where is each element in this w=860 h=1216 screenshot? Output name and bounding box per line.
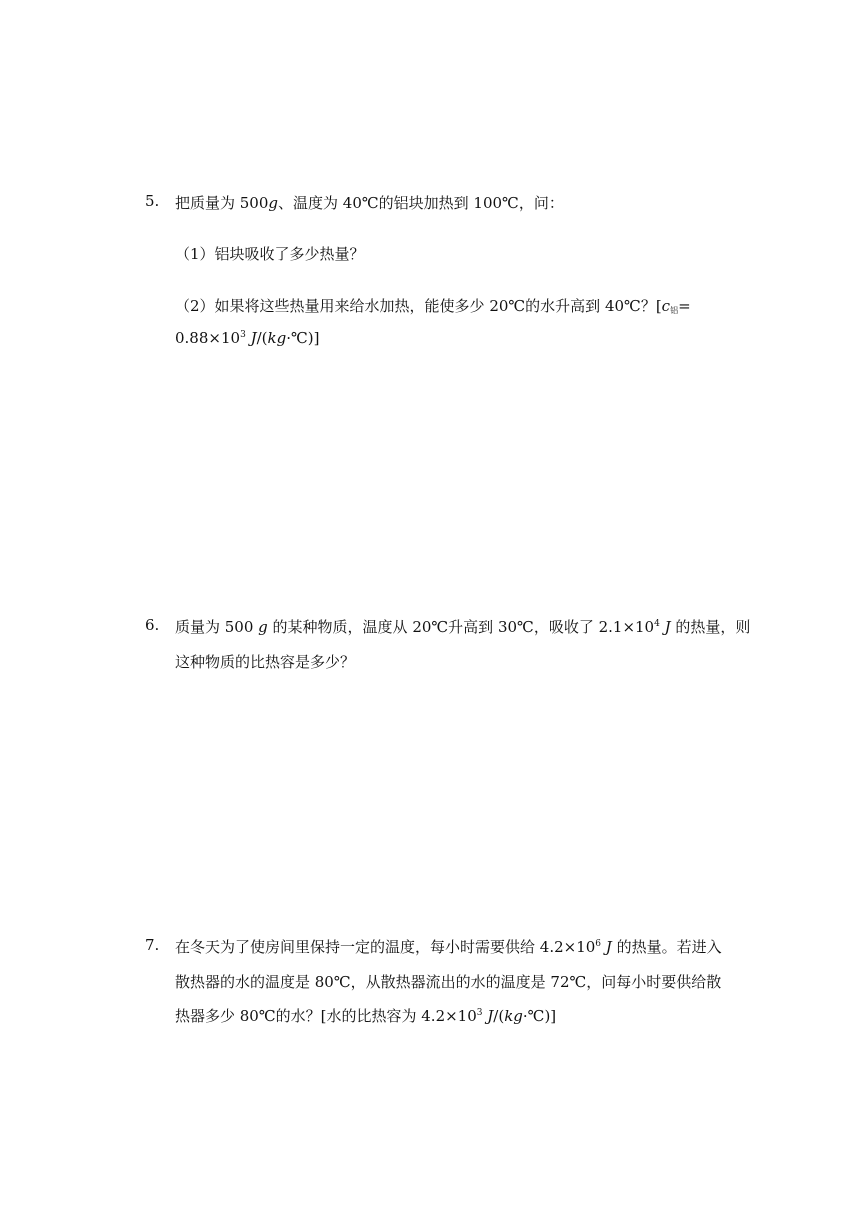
- sub-question-1: （1）铝块吸收了多少热量？: [175, 245, 365, 263]
- question-number: 5.: [145, 192, 160, 210]
- sub-question-2-continued: $0.88\times 10^3$ J/(kg·℃)]: [175, 329, 320, 347]
- question-line-1: 在冬天为了使房间里保持一定的温度，每小时需要供给 $4.2\times 10^6$ J 的热量。若进入: [175, 938, 722, 956]
- question-number: 7.: [145, 936, 160, 954]
- sub-question-2: （2）如果将这些热量用来给水加热，能使多少 20℃的水升高到 40℃？[$c_铝=$: [175, 297, 691, 315]
- question-stem: 把质量为 500g、温度为 40℃的铝块加热到 100℃，问：: [175, 194, 564, 212]
- question-number: 6.: [145, 616, 160, 634]
- question-line-2: 散热器的水的温度是 80℃，从散热器流出的水的温度是 72℃，问每小时要供给散: [175, 973, 722, 991]
- question-line-1: 质量为 500 g 的某种物质，温度从 20℃升高到 30℃，吸收了 $2.1\times 10^4$ J 的热量，则: [175, 618, 751, 636]
- question-line-3: 热器多少 80℃的水？[水的比热容为 $4.2\times 10^3$ J/(kg·℃)]: [175, 1007, 557, 1025]
- question-line-2: 这种物质的比热容是多少？: [175, 653, 356, 671]
